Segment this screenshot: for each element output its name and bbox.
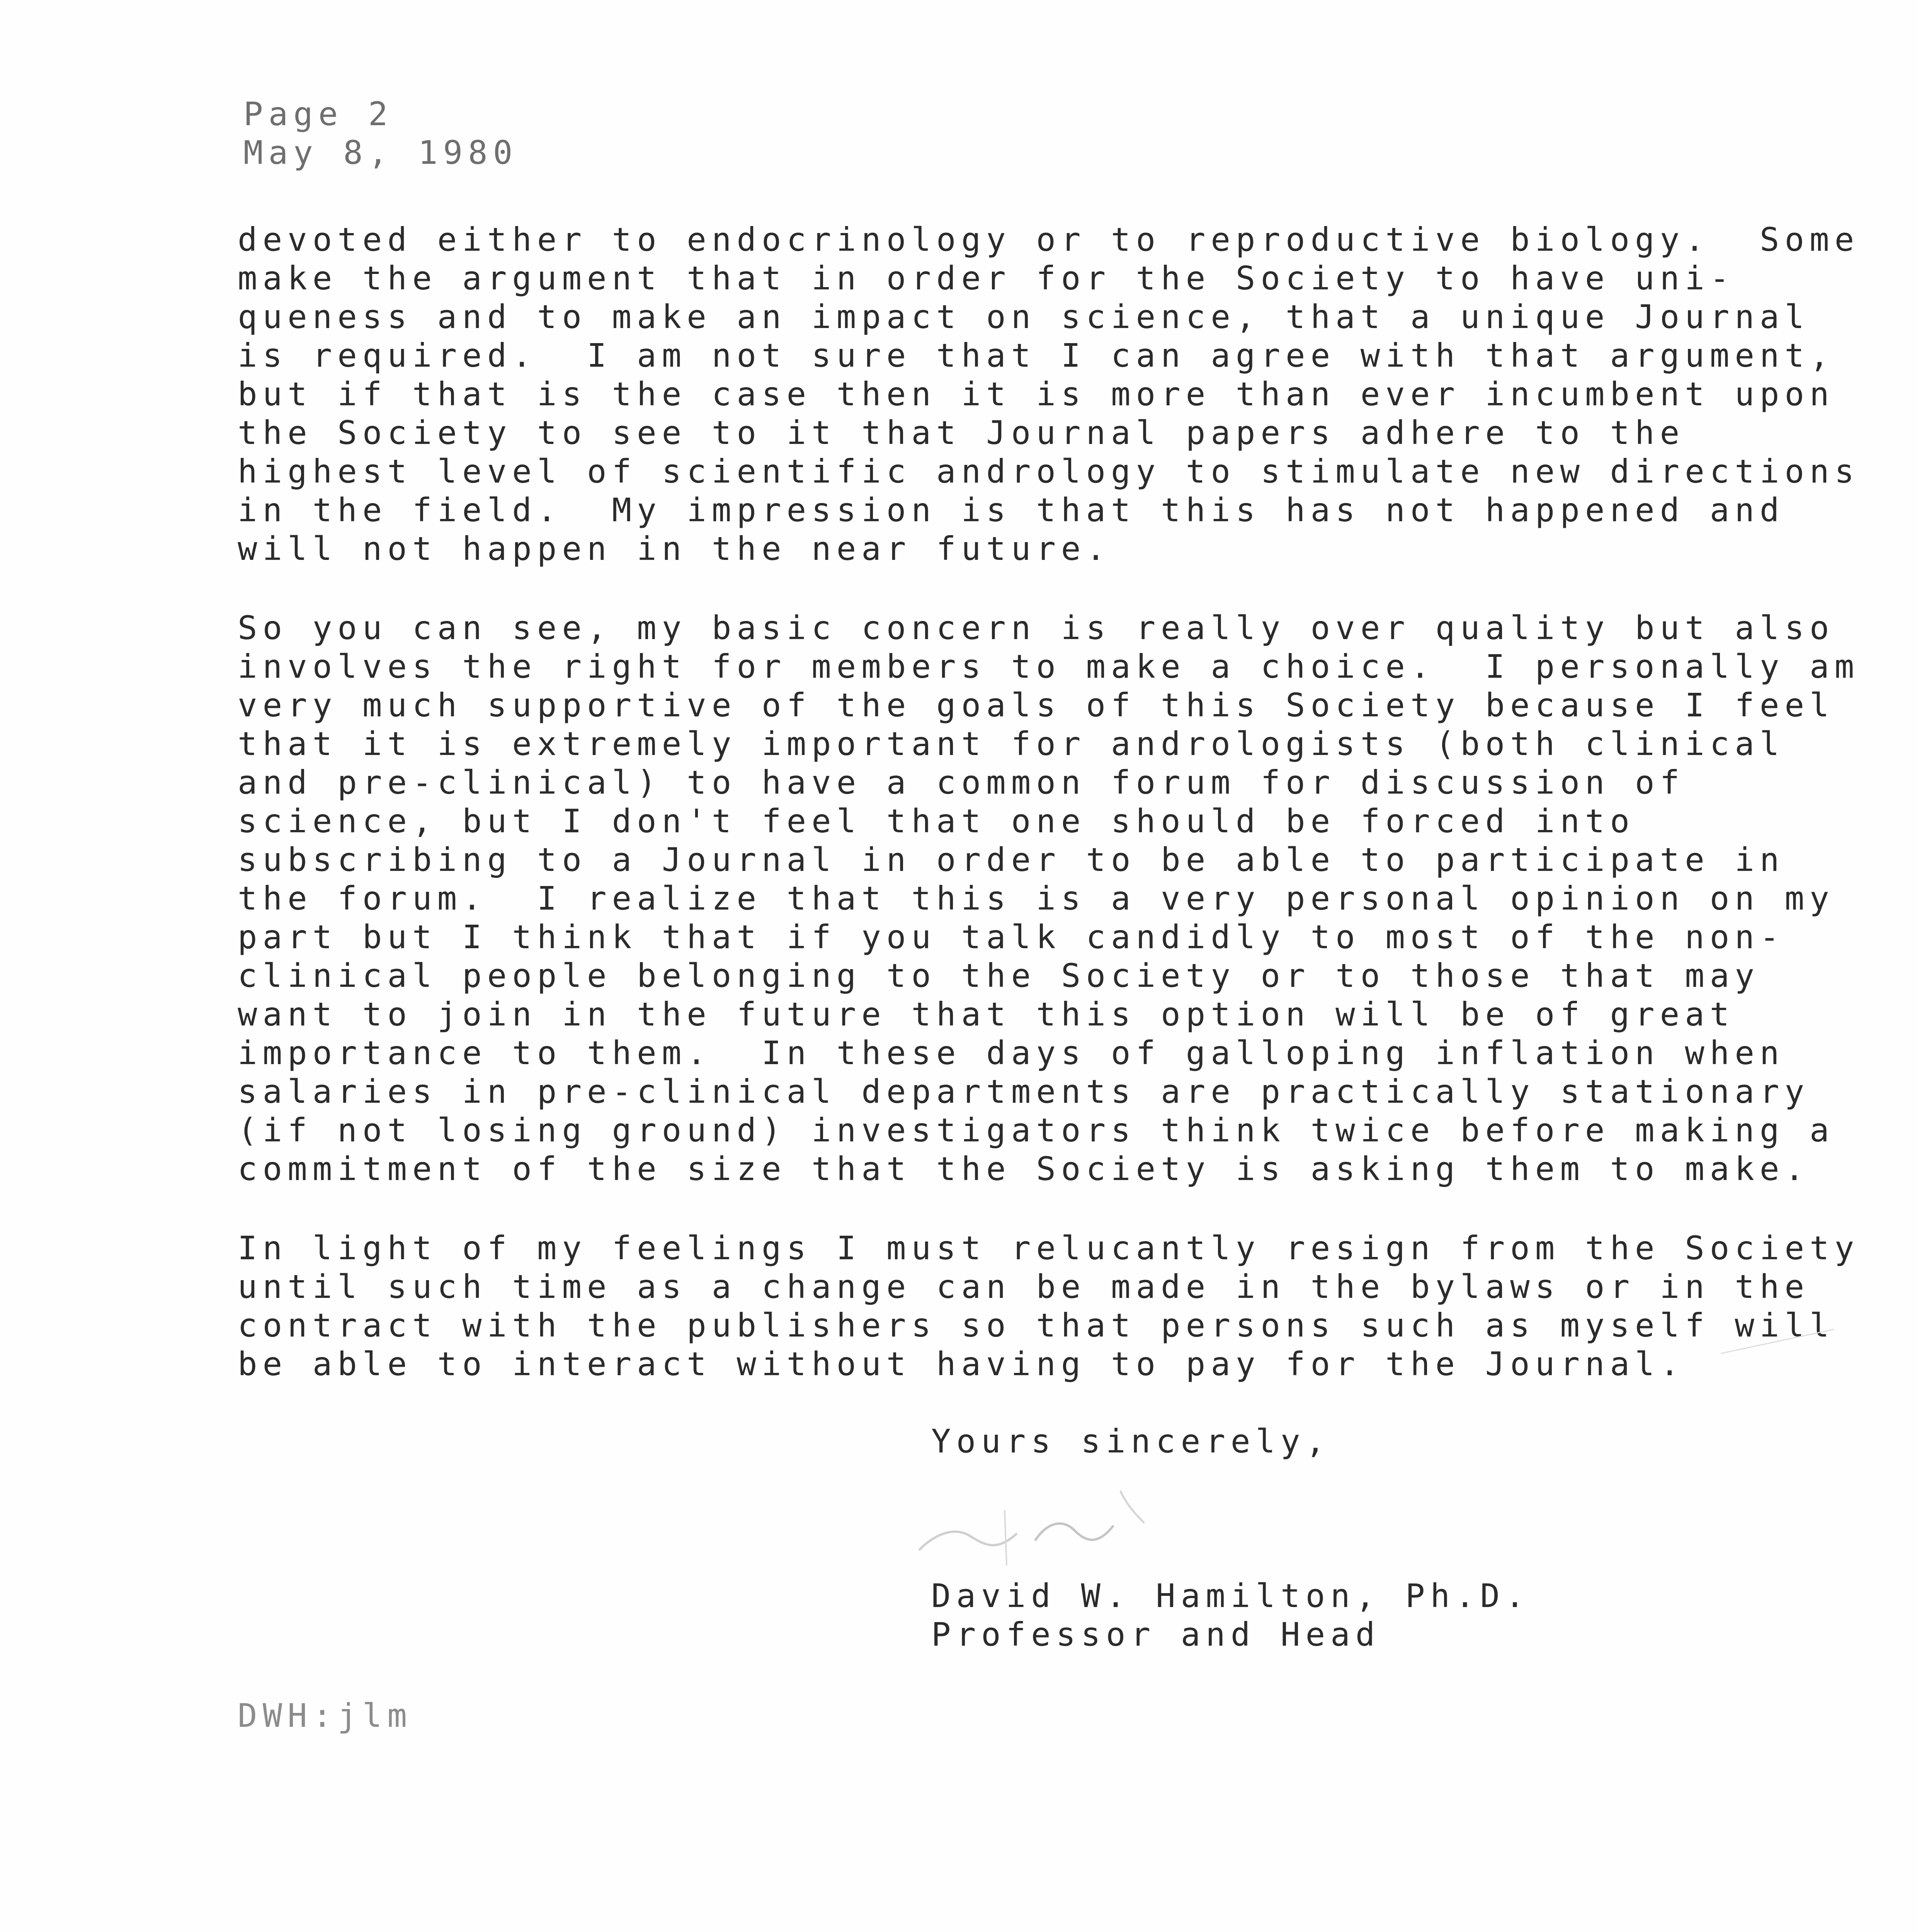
letter-date: May 8, 1980 bbox=[243, 134, 518, 172]
body-line: commitment of the size that the Society is asking them to make. bbox=[238, 1150, 1810, 1188]
body-line: highest level of scientific andrology to stimulate new directions bbox=[238, 452, 1860, 490]
body-line: clinical people belonging to the Society or to those that may bbox=[238, 957, 1760, 995]
body-line: and pre-clinical) to have a common forum for discussion of bbox=[238, 764, 1685, 801]
body-line: salaries in pre-clinical departments are practically stationary bbox=[238, 1073, 1810, 1111]
body-line: will not happen in the near future. bbox=[238, 530, 1111, 568]
body-line: the forum. I realize that this is a very personal opinion on my bbox=[238, 879, 1835, 917]
body-line: very much supportive of the goals of this Society because I feel bbox=[238, 686, 1835, 724]
body-line: In light of my feelings I must relucantly resign from the Society bbox=[238, 1229, 1860, 1267]
typist-initials: DWH:jlm bbox=[238, 1697, 413, 1735]
body-line: So you can see, my basic concern is really over quality but also bbox=[238, 609, 1835, 647]
body-line: devoted either to endocrinology or to reproductive biology. Some bbox=[238, 221, 1860, 259]
body-line: involves the right for members to make a choice. I personally am bbox=[238, 648, 1860, 685]
body-line: is required. I am not sure that I can agree with that argument, bbox=[238, 337, 1835, 374]
body-line: but if that is the case then it is more than ever incumbent upon bbox=[238, 375, 1835, 413]
body-line: subscribing to a Journal in order to be able to participate in bbox=[238, 841, 1785, 879]
body-line: importance to them. In these days of galloping inflation when bbox=[238, 1034, 1785, 1072]
body-line: until such time as a change can be made in the bylaws or in the bbox=[238, 1268, 1810, 1306]
body-line: the Society to see to it that Journal papers adhere to the bbox=[238, 414, 1685, 452]
body-line: part but I think that if you talk candidly to most of the non- bbox=[238, 918, 1785, 956]
body-line: want to join in the future that this option will be of great bbox=[238, 995, 1735, 1033]
body-line: be able to interact without having to pay for the Journal. bbox=[238, 1345, 1685, 1383]
body-line: queness and to make an impact on science, that a unique Journal bbox=[238, 298, 1810, 336]
closing-salutation: Yours sincerely, bbox=[931, 1422, 1331, 1460]
body-line: in the field. My impression is that this has not happened and bbox=[238, 491, 1785, 529]
body-line: make the argument that in order for the Society to have uni- bbox=[238, 259, 1735, 297]
body-line: that it is extremely important for andrologists (both clinical bbox=[238, 725, 1785, 763]
body-line: science, but I don't feel that one should be forced into bbox=[238, 802, 1635, 840]
body-line: (if not losing ground) investigators think twice before making a bbox=[238, 1111, 1835, 1149]
signature-icon bbox=[889, 1468, 1237, 1577]
body-line: contract with the publishers so that persons such as myself will bbox=[238, 1306, 1835, 1344]
signer-title: Professor and Head bbox=[931, 1616, 1381, 1653]
signer-name: David W. Hamilton, Ph.D. bbox=[931, 1577, 1530, 1615]
page-number: Page 2 bbox=[243, 95, 393, 133]
